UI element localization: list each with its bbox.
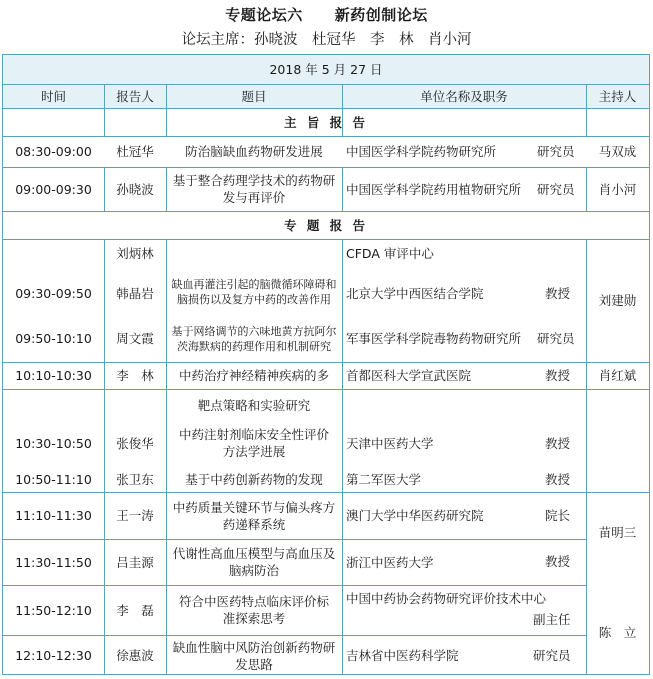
keynote-2-unit: 中国医学科学院药用植物研究所 (346, 181, 522, 197)
keynote-2-topic: 基于整合药理学技术的药物研发与再评价 (172, 173, 336, 205)
special-4-topic: 中药治疗神经精神疾病的多 (178, 368, 329, 383)
keynote-1-unit: 中国医学科学院药物研究所 (346, 144, 497, 159)
special-11-topic: 缺血性脑中风防治创新药物研发思路 (172, 639, 336, 672)
special-4-rank: 教授 (545, 368, 571, 383)
schedule-date: 2018 年 5 月 27 日 (269, 62, 383, 77)
special-7-rank: 教授 (545, 472, 571, 487)
forum-number: 专题论坛六 (225, 6, 303, 24)
section-special: 专 题 报 告 (283, 217, 369, 233)
special-4-time: 10:10-10:30 (15, 368, 92, 383)
special-host-a: 刘建勋 (598, 293, 637, 308)
column-header-speaker: 报告人 (116, 88, 154, 104)
special-1-speaker: 刘炳林 (116, 245, 154, 261)
special-7-topic: 基于中药创新药物的发现 (185, 471, 323, 487)
page-title (0, 4, 653, 25)
schedule-table (2, 54, 650, 675)
keynote-1-time: 08:30-09:00 (15, 144, 92, 159)
special-9-rank: 教授 (545, 554, 571, 569)
special-9-speaker: 吕圭源 (116, 554, 154, 570)
special-8-unit: 澳门大学中华医药研究院 (346, 508, 484, 523)
special-6-time: 10:30-10:50 (15, 435, 92, 451)
special-8-speaker: 王一涛 (116, 508, 154, 523)
keynote-2-speaker: 孙晓波 (116, 181, 154, 197)
special-11-rank: 研究员 (533, 648, 571, 663)
keynote-2-time: 09:00-09:30 (15, 181, 92, 197)
special-8-topic: 中药质量关键环节与偏头疼方药递释系统 (172, 499, 336, 532)
special-3-unit: 军事医学科学院毒物药物研究所 (346, 330, 522, 346)
special-4-speaker: 李 林 (116, 368, 154, 383)
special-8-time: 11:10-11:30 (15, 508, 92, 523)
special-7-speaker: 张卫东 (116, 471, 154, 487)
special-6-unit: 天津中医药大学 (346, 435, 434, 451)
special-host-b: 肖红斌 (598, 368, 637, 383)
special-3-time: 09:50-10:10 (15, 330, 92, 346)
special-6-speaker: 张俊华 (116, 435, 154, 451)
special-9-time: 11:30-11:50 (15, 554, 92, 570)
column-header-topic: 题目 (241, 88, 267, 104)
special-10-speaker: 李 磊 (116, 602, 154, 618)
keynote-2-host: 肖小河 (598, 181, 637, 197)
special-1-unit: CFDA 审评中心 (346, 245, 434, 261)
special-10-topic: 符合中医药特点临床评价标准探索思考 (178, 594, 329, 626)
column-header-unit: 单位名称及职务 (420, 88, 508, 104)
special-host-c: 苗明三 (598, 524, 637, 540)
special-3-speaker: 周文霞 (116, 330, 154, 346)
special-11-unit: 吉林省中医药科学院 (346, 648, 459, 663)
special-8-rank: 院长 (545, 508, 571, 523)
keynote-1-host: 马双成 (598, 144, 637, 159)
special-2-topic: 缺血再灌注引起的脑微循环障碍和脑损伤以及复方中药的改善作用 (171, 278, 337, 306)
special-7-unit: 第二军医大学 (346, 471, 422, 487)
forum-name: 新药创制论坛 (334, 6, 428, 24)
special-11-speaker: 徐惠波 (116, 648, 154, 663)
section-keynote: 主 旨 报 告 (283, 114, 369, 130)
special-9-unit: 浙江中医药大学 (346, 554, 434, 570)
special-3-rank: 研究员 (537, 331, 575, 346)
special-6-topic: 中药注射剂临床安全性评价方法学进展 (178, 427, 329, 459)
forum-chairs: 论坛主席：孙晓波 杜冠华 李 林 肖小河 (181, 32, 472, 48)
special-11-time: 12:10-12:30 (15, 648, 92, 663)
column-header-host: 主持人 (598, 88, 637, 104)
keynote-1-speaker: 杜冠华 (116, 144, 154, 159)
keynote-2-rank: 研究员 (537, 182, 575, 197)
special-10-unit: 中国中药协会药物研究评价技术中心 (346, 590, 547, 606)
keynote-1-rank: 研究员 (537, 144, 575, 159)
special-7-time: 10:50-11:10 (15, 471, 92, 487)
special-2-rank: 教授 (545, 286, 571, 301)
special-2-time: 09:30-09:50 (15, 285, 92, 301)
special-2-unit: 北京大学中西医结合学院 (346, 285, 484, 301)
special-6-rank: 教授 (545, 436, 571, 451)
special-3-topic: 基于网络调节的六味地黄方抗阿尔茨海默病的药理作用和机制研究 (171, 325, 337, 353)
keynote-1-topic: 防治脑缺血药物研发进展 (185, 144, 323, 159)
special-2-speaker: 韩晶岩 (116, 285, 154, 301)
special-10-time: 11:50-12:10 (15, 602, 92, 618)
special-4-topic-continued: 靶点策略和实验研究 (197, 397, 311, 413)
special-host-d: 陈 立 (598, 624, 637, 640)
column-header-time: 时间 (40, 88, 66, 104)
special-4-unit: 首都医科大学宣武医院 (346, 368, 472, 383)
special-9-topic: 代谢性高血压模型与高血压及脑病防治 (172, 546, 336, 578)
special-10-rank: 副主任 (533, 612, 571, 627)
